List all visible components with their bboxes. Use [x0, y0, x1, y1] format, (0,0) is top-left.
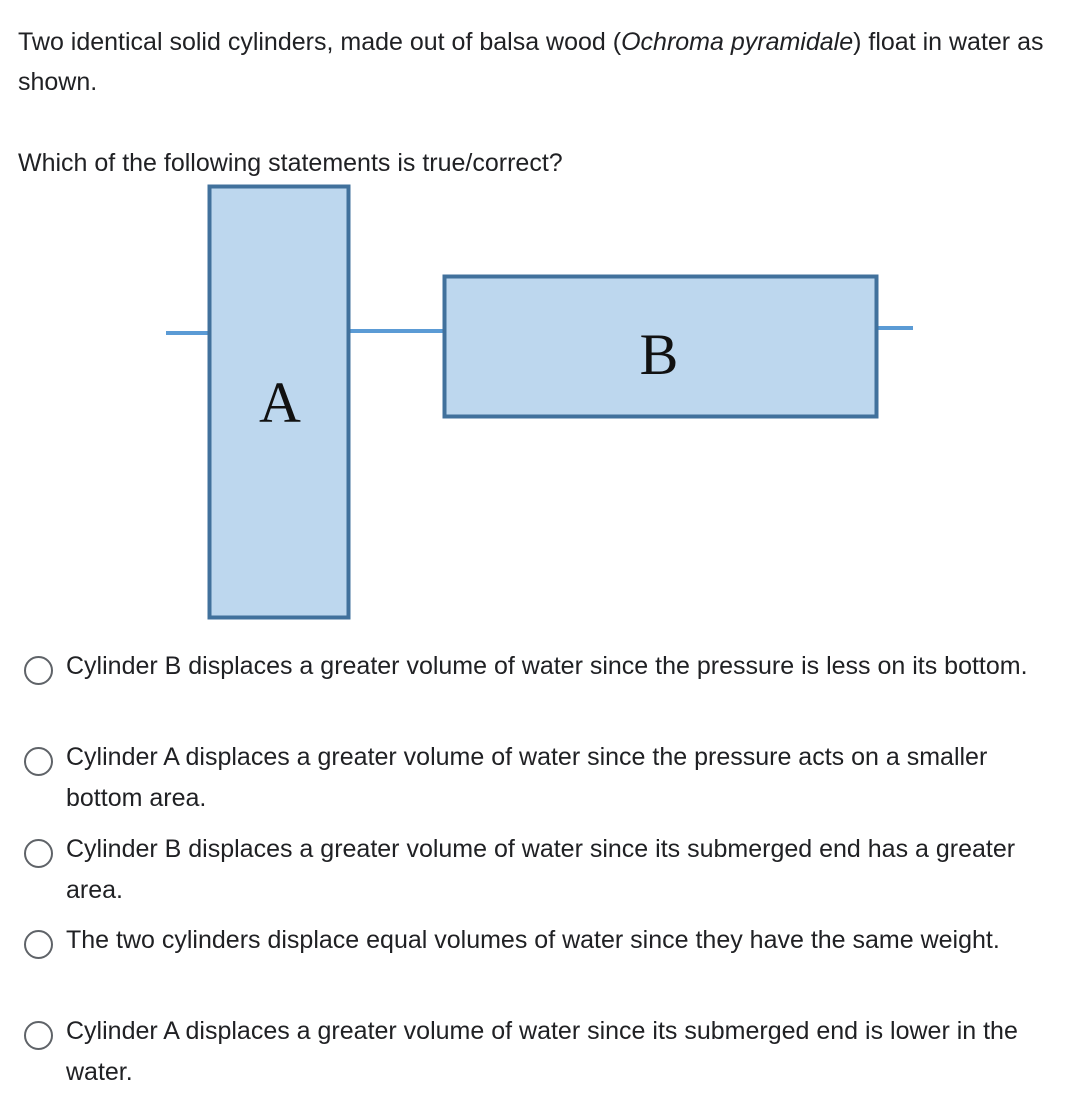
question-intro-end: ) float in water as shown.: [18, 28, 1044, 96]
cylinder-a-label: A: [259, 370, 301, 435]
radio-button-icon[interactable]: [24, 656, 53, 685]
answer-option-label[interactable]: Cylinder A displaces a greater volume of water since its submerged end is lower in the water.: [66, 1017, 1018, 1086]
question-text: [18, 22, 1073, 102]
cylinders-figure: [160, 180, 920, 625]
question-intro-start: Two identical solid cylinders, made out of balsa wood (: [18, 28, 622, 56]
cylinders-diagram: [160, 180, 920, 625]
answer-option-label[interactable]: The two cylinders displace equal volumes of water since they have the same weight.: [66, 926, 1000, 954]
radio-button-icon[interactable]: [24, 747, 53, 776]
answer-option-5[interactable]: [22, 1011, 1062, 1097]
species-name: Ochroma pyramidale: [621, 28, 854, 56]
radio-button-icon[interactable]: [24, 1021, 53, 1050]
answer-option-label[interactable]: Cylinder B displaces a greater volume of water since its submerged end has a greater area.: [66, 835, 1016, 904]
question-prompt: Which of the following statements is true/correct?: [18, 149, 563, 177]
answer-option-1[interactable]: [22, 646, 1062, 732]
radio-button-icon[interactable]: [24, 930, 53, 959]
answer-option-label[interactable]: Cylinder A displaces a greater volume of water since the pressure acts on a smaller bottom area.: [66, 743, 988, 812]
cylinder-b-label: B: [639, 322, 679, 387]
answer-option-4[interactable]: [22, 920, 1062, 1006]
radio-button-icon[interactable]: [24, 839, 53, 868]
answer-option-label[interactable]: Cylinder B displaces a greater volume of water since the pressure is less on its bottom.: [66, 652, 1028, 680]
answer-option-3[interactable]: [22, 829, 1062, 915]
answer-option-2[interactable]: [22, 737, 1062, 823]
